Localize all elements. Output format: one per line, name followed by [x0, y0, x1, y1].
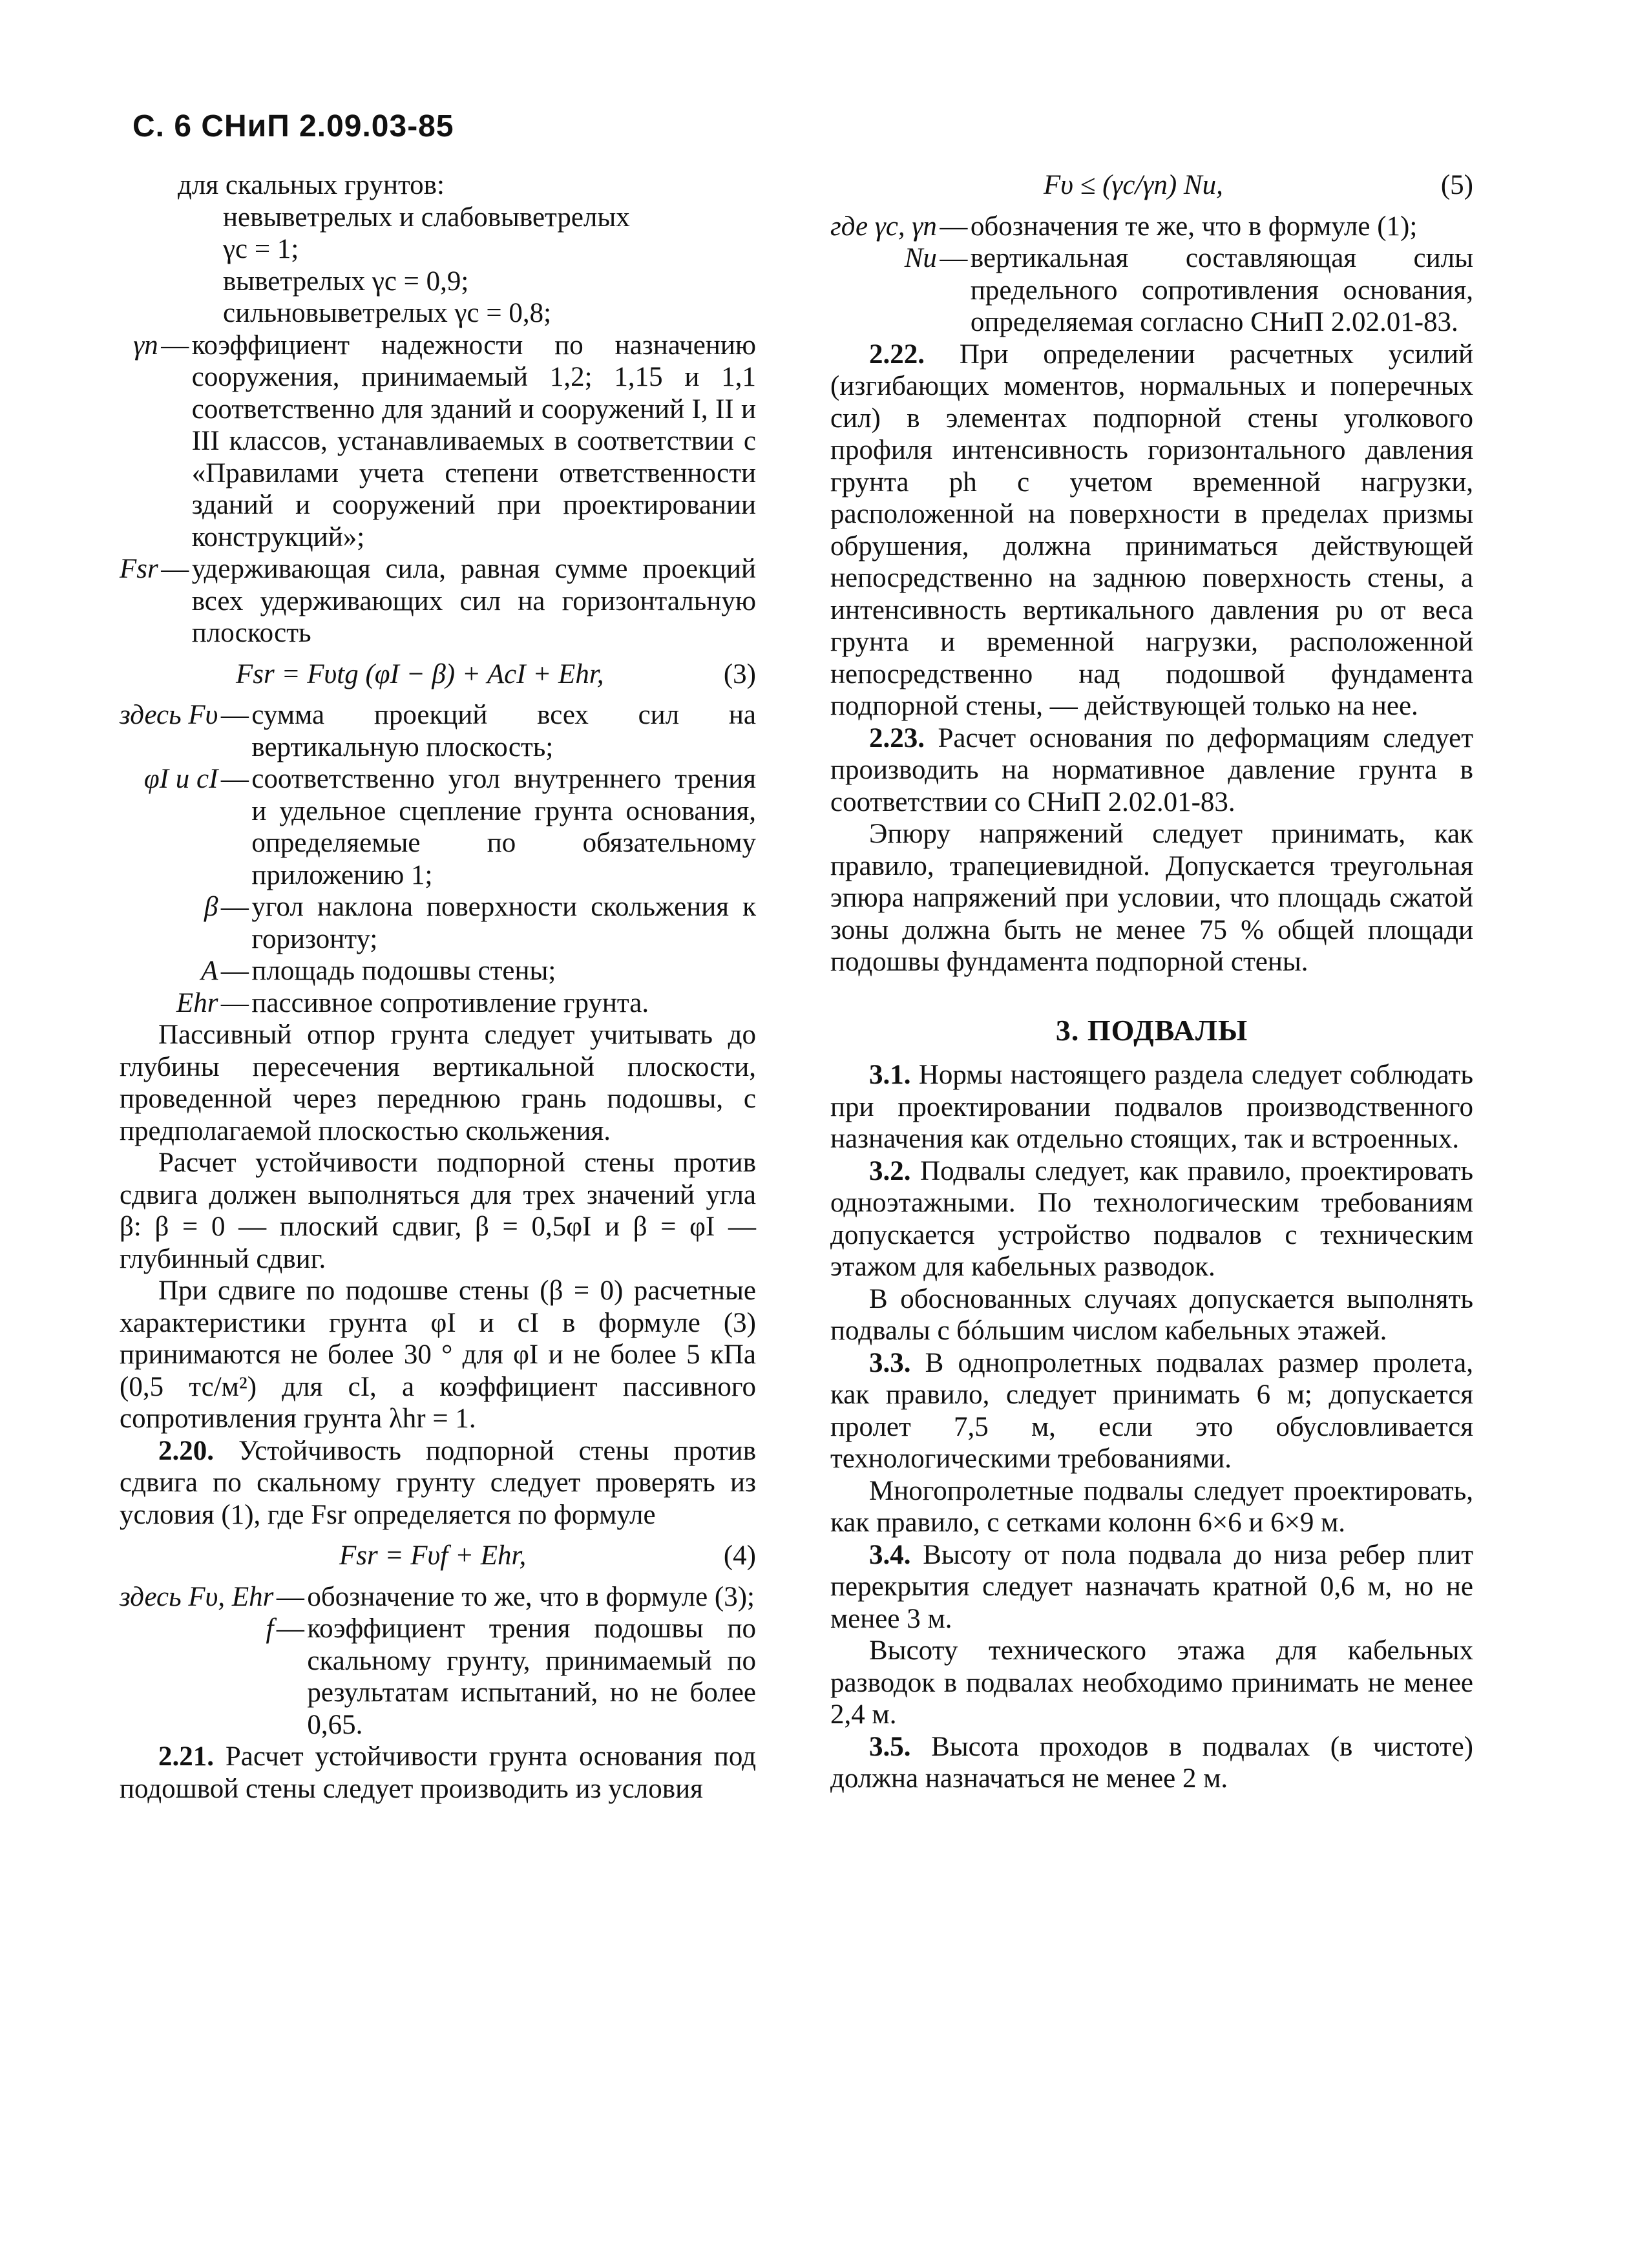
paragraph-epure: Эпюру напряжений следует принимать, как правило, трапециевидной. Допускается треугольная эпюра напряжений при условии, что площадь сжатой зоны должна быть не менее 75 % общей площади подошвы фундамента подпорной стены. — [830, 819, 1473, 977]
paragraph-3-2b: В обоснованных случаях допускается выполнять подвалы с бóльшим числом кабельных этажей. — [830, 1283, 1473, 1346]
paragraph-calc: Расчет устойчивости подпорной стены против сдвига должен выполняться для трех значений угла β: β = 0 — плоский сдвиг, β = 0,5φI и β = φI — глубинный сдвиг. — [120, 1148, 756, 1274]
clause-number: 3.2. — [869, 1155, 911, 1186]
clause-number: 2.20. — [158, 1435, 214, 1466]
rock-intro: для скальных грунтов: — [178, 170, 445, 200]
formula-4-expression: Fsr = Fυf + Ehr, — [339, 1540, 527, 1571]
paragraph-2-21: 2.21. Расчет устойчивости грунта основания под подошвой стены следует производить из условия — [120, 1741, 756, 1804]
def-term-fv: здесь Fυ — [120, 700, 218, 730]
def-desc-fsr: удерживающая сила, равная сумме проекций всех удерживающих сил на горизонтальную плоскость — [191, 554, 756, 648]
def-desc-a: площадь подошвы стены; — [251, 956, 556, 986]
def-desc-f: коэффициент трения подошвы по скальному грунту, принимаемый по результатам испытаний, но не более 0,65. — [307, 1613, 756, 1740]
def-desc-fv-ehr: обозначение то же, что в формуле (3); — [307, 1581, 755, 1612]
paragraph-shift: При сдвиге по подошве стены (β = 0) расчетные характеристики грунта φI и cI в формуле (3) принимаются не более 30 ° для φI и не более 5 кПа (0,5 тс/м²) для cI, а коэффициент пассивного сопротивления грунта λhr = 1. — [120, 1276, 756, 1434]
def-desc-gamma-n: коэффициент надежности по назначению сооружения, принимаемый 1,2; 1,15 и 1,1 соответственно для зданий и сооружений I, II и III классов, устанавливаемых в соответствии с «Правилами учета степени ответственности зданий и сооружений при проектировании конструкций»; — [191, 330, 756, 552]
clause-number: 2.22. — [869, 339, 925, 370]
def-desc-nu: вертикальная составляющая силы предельного сопротивления основания, определяемая согласно СНиП 2.02.01-83. — [970, 243, 1473, 337]
def-desc-ehr: пассивное сопротивление грунта. — [251, 987, 649, 1018]
definition-list: γn — коэффициент надежности по назначению сооружения, принимаемый 1,2; 1,15 и 1,1 соответственно для зданий и сооружений I, II и III классов, устанавливаемых в соответствии с «Правилами учета степени ответственности зданий и сооружений при проектировании конструкций»; Fsr — удерживающая сила, равная сумме проекций всех удерживающих сил на горизонтальную плоскость — [120, 330, 756, 648]
rock-condition-1b: γc = 1; — [223, 234, 299, 264]
paragraph-2-23: 2.23. Расчет основания по деформациям следует производить на нормативное давление грунта в соответствии со СНиП 2.02.01-83. — [830, 722, 1473, 817]
def-term-f: f — [266, 1613, 274, 1644]
clause-number: 2.23. — [869, 722, 925, 753]
formula-4 — [120, 1540, 756, 1572]
clause-number: 2.21. — [158, 1741, 214, 1772]
def-term-fv-ehr: здесь Fυ, Ehr — [120, 1581, 274, 1612]
clause-number: 3.1. — [869, 1060, 911, 1090]
rock-condition-2: выветрелых γc = 0,9; — [223, 266, 469, 297]
right-column — [830, 169, 1473, 1795]
paragraph-2-20: 2.20. Устойчивость подпорной стены против сдвига по скальному грунту следует проверять из условия (1), где Fsr определяется по формуле — [120, 1435, 756, 1530]
def-desc-beta: угол наклона поверхности скольжения к горизонту; — [251, 892, 756, 954]
definition-list-2: здесь Fυ — сумма проекций всех сил на вертикальную плоскость; φI и cI — соответственно угол внутреннего трения и удельное сцепление грунта основания, определяемые по обязательному приложению 1; β — угол наклона поверхности скольжения к горизонту; A — площадь подошвы стены; Ehr — пассивное сопротивление грунта. — [120, 700, 756, 1018]
def-desc-gamma: обозначения те же, что в формуле (1); — [970, 211, 1418, 242]
page-header: С. 6 СНиП 2.09.03-85 — [132, 109, 454, 143]
paragraph-3-3b: Многопролетные подвалы следует проектировать, как правило, с сетками колонн 6×6 и 6×9 м. — [830, 1475, 1473, 1538]
def-term-phi: φI и cI — [143, 764, 218, 794]
rock-condition-3: сильновыветрелых γc = 0,8; — [223, 298, 552, 328]
def-term-beta: β — [204, 892, 218, 922]
clause-number: 3.4. — [869, 1539, 911, 1570]
formula-3-number: (3) — [723, 658, 756, 689]
paragraph-3-3: 3.3. В однопролетных подвалах размер пролета, как правило, следует принимать 6 м; допускается пролет 7,5 м, если это обусловливается технологическими требованиями. — [830, 1347, 1473, 1474]
def-term-fsr: Fsr — [120, 554, 158, 584]
definition-list-4: где γc, γn — обозначения те же, что в формуле (1); Nu — вертикальная составляющая силы предельного сопротивления основания, определяемая согласно СНиП 2.02.01-83. — [830, 211, 1473, 337]
left-column — [120, 169, 756, 1805]
rock-condition-1: невыветрелых и слабовыветрелых — [223, 202, 630, 233]
paragraph-3-5: 3.5. Высота проходов в подвалах (в чистоте) должна назначаться не менее 2 м. — [830, 1731, 1473, 1794]
paragraph-2-22: 2.22. При определении расчетных усилий (изгибающих моментов, нормальных и поперечных сил) в элементах подпорной стены уголкового профиля интенсивность горизонтального давления грунта ph с учетом временной нагрузки, расположенной на поверхности в пределах призмы обрушения, должна приниматься действующей непосредственно на заднюю поверхность стены, а интенсивность вертикального давления pυ от веса грунта и временной нагрузки, расположенной непосредственно над подошвой фундамента подпорной стены, — действующей только на нее. — [830, 339, 1473, 721]
def-desc-phi: соответственно угол внутреннего трения и удельное сцепление грунта основания, определяемые по обязательному приложению 1; — [251, 764, 756, 890]
def-term-gamma: где γc, γn — [830, 211, 937, 242]
formula-4-number: (4) — [723, 1540, 756, 1571]
definition-list-3: здесь Fυ, Ehr — обозначение то же, что в формуле (3); f — коэффициент трения подошвы по скальному грунту, принимаемый по результатам испытаний, но не более 0,65. — [120, 1581, 756, 1740]
paragraph-3-2: 3.2. Подвалы следует, как правило, проектировать одноэтажными. По технологическим требованиям допускается устройство подвалов с техническим этажом для кабельных разводок. — [830, 1155, 1473, 1282]
def-term-a: A — [201, 956, 218, 986]
def-desc-fv: сумма проекций всех сил на вертикальную плоскость; — [251, 700, 756, 762]
formula-5-number: (5) — [1440, 170, 1473, 200]
formula-5-expression: Fυ ≤ (γc/γn) Nu, — [1044, 170, 1223, 200]
formula-3 — [120, 658, 756, 691]
paragraph-passive: Пассивный отпор грунта следует учитывать до глубины пересечения вертикальной плоскости, проведенной через переднюю грань подошвы, с предполагаемой плоскостью скольжения. — [120, 1020, 756, 1146]
clause-number: 3.3. — [869, 1347, 911, 1378]
section-heading-3: 3. ПОДВАЛЫ — [1055, 1013, 1248, 1047]
formula-5 — [830, 169, 1473, 202]
paragraph-3-4b: Высоту технического этажа для кабельных разводок в подвалах необходимо принимать не менее 2,4 м. — [830, 1635, 1473, 1730]
def-term-gamma-n: γn — [133, 330, 158, 361]
def-term-nu: Nu — [904, 243, 937, 273]
paragraph-3-1: 3.1. Нормы настоящего раздела следует соблюдать при проектировании подвалов производственного назначения как отдельно стоящих, так и встроенных. — [830, 1060, 1473, 1154]
clause-number: 3.5. — [869, 1731, 911, 1762]
def-term-ehr: Ehr — [176, 987, 218, 1018]
paragraph-3-4: 3.4. Высоту от пола подвала до низа ребер плит перекрытия следует назначать кратной 0,6 м, но не менее 3 м. — [830, 1539, 1473, 1634]
formula-3-expression: Fsr = Fυtg (φI − β) + AcI + Ehr, — [236, 658, 604, 689]
